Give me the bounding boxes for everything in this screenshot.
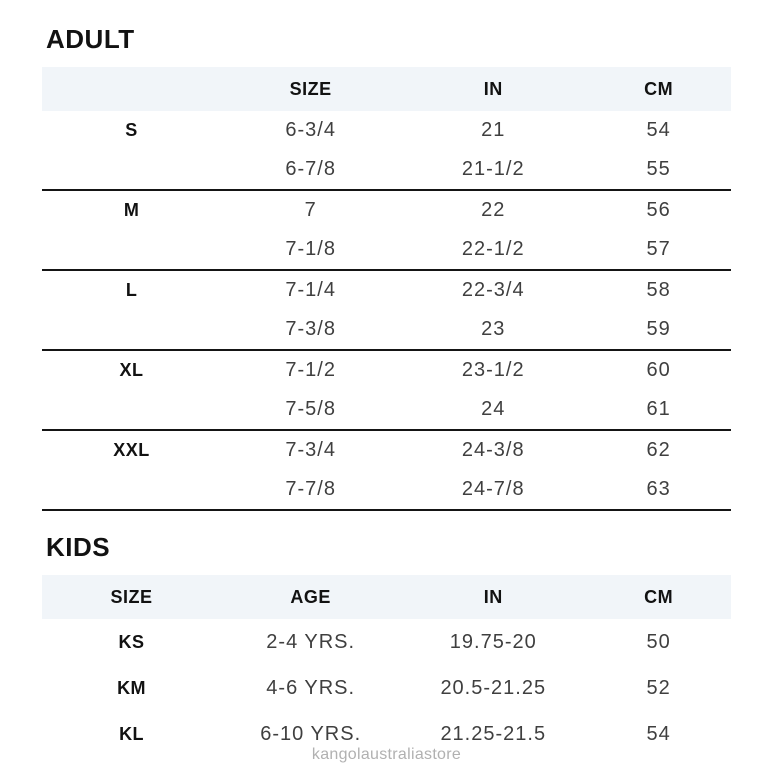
cm-cell: 61 <box>646 398 671 420</box>
table-row <box>42 431 731 470</box>
cm-cell: 54 <box>646 119 671 141</box>
cm-cell: 55 <box>646 158 671 180</box>
adult-group-s <box>42 111 731 191</box>
hat-size-cell: 7-3/4 <box>285 439 336 461</box>
inches-cell: 21-1/2 <box>461 158 525 180</box>
adult-header-row <box>42 67 731 111</box>
inches-cell: 22 <box>481 199 506 221</box>
cm-cell: 62 <box>646 439 671 461</box>
adult-header-cm: CM <box>644 78 674 99</box>
hat-size-cell: 7-1/2 <box>285 359 336 381</box>
hat-size-cell: 7 <box>304 199 317 221</box>
hat-size-cell: 7-5/8 <box>285 398 336 420</box>
size-label: KM <box>117 677 147 698</box>
table-row <box>42 271 731 310</box>
inches-cell: 24-7/8 <box>461 478 525 500</box>
size-label: XXL <box>113 440 150 460</box>
inches-cell: 22-1/2 <box>461 238 525 260</box>
size-label: XL <box>119 360 144 380</box>
cm-cell: 54 <box>646 722 671 745</box>
adult-header-size: SIZE <box>289 78 332 99</box>
size-label: L <box>125 280 138 300</box>
inches-cell: 21 <box>481 119 506 141</box>
cm-cell: 57 <box>646 238 671 260</box>
cm-cell: 50 <box>646 630 671 653</box>
kids-header-age: AGE <box>290 586 331 607</box>
inches-cell: 19.75-20 <box>449 630 537 653</box>
table-row <box>42 619 731 665</box>
table-row <box>42 150 731 189</box>
table-row <box>42 111 731 150</box>
table-row <box>42 191 731 230</box>
kids-header-size: SIZE <box>110 586 153 607</box>
adult-section <box>42 24 731 511</box>
inches-cell: 24-3/8 <box>461 439 525 461</box>
kids-header-cm: CM <box>644 586 674 607</box>
cm-cell: 60 <box>646 359 671 381</box>
size-label: M <box>123 200 140 220</box>
hat-size-cell: 7-1/4 <box>285 279 336 301</box>
hat-size-cell: 7-3/8 <box>285 318 336 340</box>
table-row <box>42 470 731 509</box>
inches-cell: 23-1/2 <box>461 359 525 381</box>
kids-section-title: KIDS <box>46 532 111 562</box>
adult-group-m <box>42 191 731 271</box>
age-cell: 6-10 YRS. <box>260 722 362 745</box>
age-cell: 4-6 YRS. <box>266 676 356 699</box>
adult-group-xl <box>42 351 731 431</box>
adult-header-in: IN <box>483 78 503 99</box>
cm-cell: 56 <box>646 199 671 221</box>
table-row <box>42 230 731 269</box>
cm-cell: 58 <box>646 279 671 301</box>
hat-size-cell: 6-7/8 <box>285 158 336 180</box>
hat-size-cell: 7-7/8 <box>285 478 336 500</box>
table-row <box>42 390 731 429</box>
cm-cell: 59 <box>646 318 671 340</box>
size-label: KL <box>119 723 145 744</box>
inches-cell: 24 <box>481 398 506 420</box>
inches-cell: 20.5-21.25 <box>440 676 547 699</box>
table-row <box>42 310 731 349</box>
age-cell: 2-4 YRS. <box>266 630 356 653</box>
adult-group-l <box>42 271 731 351</box>
kids-header-row <box>42 575 731 619</box>
size-label: KS <box>118 631 145 652</box>
inches-cell: 23 <box>481 318 506 340</box>
adult-group-xxl <box>42 431 731 511</box>
hat-size-cell: 6-3/4 <box>285 119 336 141</box>
store-watermark: kangolaustraliastore <box>311 746 462 763</box>
adult-section-title: ADULT <box>46 24 135 54</box>
table-row <box>42 351 731 390</box>
size-label: S <box>125 120 138 140</box>
cm-cell: 52 <box>646 676 671 699</box>
kids-header-in: IN <box>483 586 503 607</box>
cm-cell: 63 <box>646 478 671 500</box>
table-row <box>42 665 731 711</box>
inches-cell: 21.25-21.5 <box>440 722 547 745</box>
hat-size-cell: 7-1/8 <box>285 238 336 260</box>
inches-cell: 22-3/4 <box>461 279 525 301</box>
kids-section <box>42 532 731 757</box>
